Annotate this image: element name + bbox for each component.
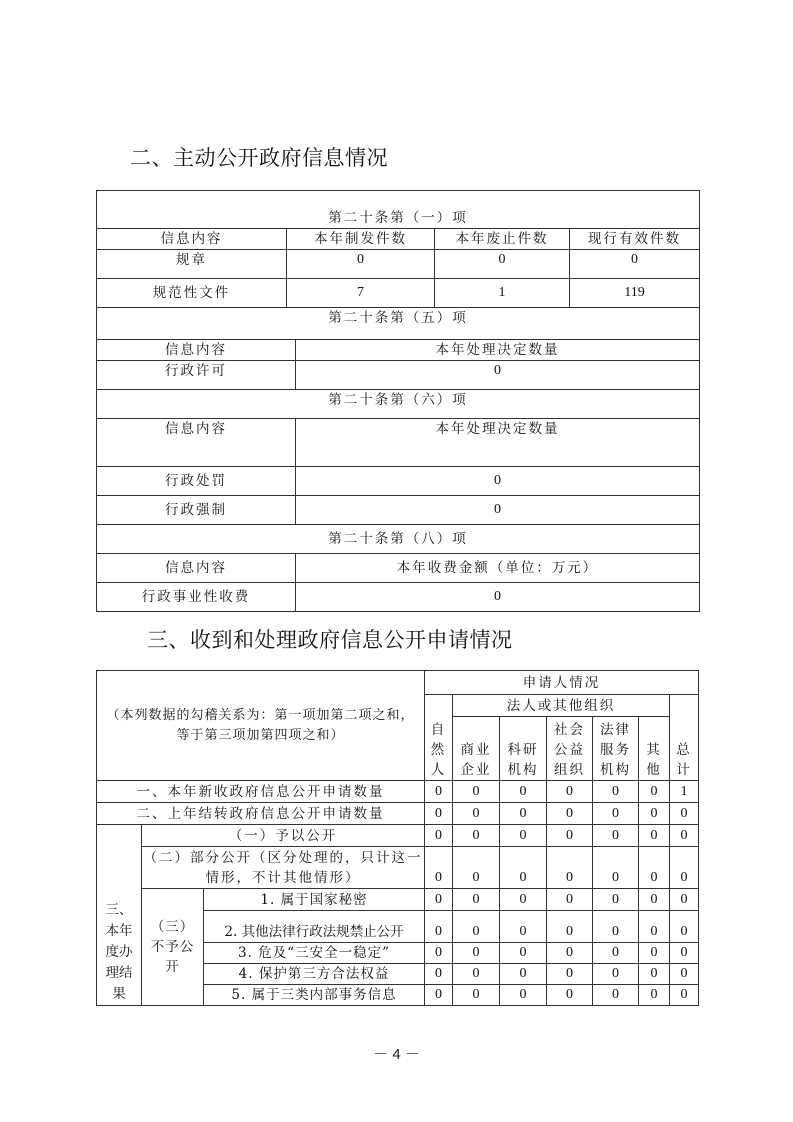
row-label: 3. 危及“三安全一稳定” — [204, 943, 425, 964]
row-label: 1. 属于国家秘密 — [204, 889, 425, 911]
cell-value: 0 — [500, 964, 547, 985]
row-label: 行政处罚 — [97, 467, 296, 496]
cell-value: 0 — [547, 825, 593, 847]
cell-value: 0 — [500, 889, 547, 911]
cell-value: 0 — [500, 803, 547, 825]
cell-value: 0 — [593, 825, 639, 847]
table-row — [97, 250, 700, 279]
section3-title: 三、收到和处理政府信息公开申请情况 — [147, 628, 513, 652]
col-header-info: 信息内容 — [97, 340, 296, 361]
row-label: （二）部分公开（区分处理的，只计这一 情形，不计其他情形） — [142, 847, 425, 889]
table-row — [97, 279, 700, 308]
table-row — [97, 825, 699, 847]
cell-value: 0 — [425, 911, 453, 943]
cell-value: 0 — [639, 943, 670, 964]
cell-repealed: 1 — [435, 279, 570, 308]
cell-issued: 0 — [287, 250, 435, 279]
block1-header: 第二十条第（一）项 — [97, 191, 700, 229]
cell-value: 0 — [593, 803, 639, 825]
cell-value: 0 — [453, 803, 500, 825]
col-header-fee: 本年收费金额（单位：万元） — [296, 554, 700, 583]
legal-entity-header: 法人或其他组织 — [453, 695, 670, 717]
note-line: 等于第三项加第四项之和） — [176, 727, 345, 743]
col-public-welfare: 社会 公益 组织 — [547, 717, 593, 781]
table-row — [97, 889, 699, 911]
col-research: 科研 机构 — [500, 717, 547, 781]
cell-value: 0 — [670, 803, 699, 825]
cell-value: 0 — [425, 889, 453, 911]
cell-issued: 7 — [287, 279, 435, 308]
cell-value: 0 — [296, 496, 700, 525]
cell-value: 0 — [547, 964, 593, 985]
block6-header: 第二十条第（六）项 — [97, 390, 700, 419]
table-row — [97, 803, 699, 825]
cell-value: 0 — [593, 943, 639, 964]
cell-value: 0 — [639, 985, 670, 1006]
row-label: 行政事业性收费 — [97, 583, 296, 612]
col-header-info: 信息内容 — [97, 554, 296, 583]
cell-value: 0 — [547, 911, 593, 943]
table-row — [97, 583, 700, 612]
cell-value: 0 — [453, 964, 500, 985]
cell-value: 0 — [670, 847, 699, 889]
cell-value: 0 — [547, 781, 593, 803]
row-label: （一）予以公开 — [142, 825, 425, 847]
cell-value: 0 — [639, 825, 670, 847]
row-label: 5. 属于三类内部事务信息 — [204, 985, 425, 1006]
cell-value: 0 — [639, 889, 670, 911]
consistency-note — [97, 671, 425, 781]
col-other: 其 他 — [639, 717, 670, 781]
row-label: 行政强制 — [97, 496, 296, 525]
cell-value: 0 — [547, 943, 593, 964]
cell-value: 0 — [453, 985, 500, 1006]
cell-value: 0 — [593, 964, 639, 985]
cell-value: 0 — [639, 911, 670, 943]
row-label: 规范性文件 — [97, 279, 287, 308]
cell-value: 0 — [425, 964, 453, 985]
col-header-decisions: 本年处理决定数量 — [296, 419, 700, 467]
note-line: （本列数据的勾稽关系为：第一项加第二项之和， — [106, 707, 415, 723]
cell-value: 0 — [425, 985, 453, 1006]
row-label: 一、本年新收政府信息公开申请数量 — [97, 781, 425, 803]
row-label: 4. 保护第三方合法权益 — [204, 964, 425, 985]
group3-label: 三、 本年 度办 理结 果 — [97, 825, 142, 1006]
cell-value: 0 — [453, 889, 500, 911]
cell-value: 0 — [500, 985, 547, 1006]
section2-title: 二、主动公开政府信息情况 — [130, 146, 388, 170]
cell-value: 0 — [500, 825, 547, 847]
cell-value: 0 — [453, 943, 500, 964]
cell-value: 0 — [296, 583, 700, 612]
cell-value: 0 — [670, 889, 699, 911]
cell-valid: 0 — [570, 250, 700, 279]
col-header-decisions: 本年处理决定数量 — [296, 340, 700, 361]
cell-value: 0 — [639, 781, 670, 803]
cell-value: 0 — [670, 825, 699, 847]
cell-value: 0 — [425, 803, 453, 825]
cell-value: 0 — [500, 781, 547, 803]
cell-value: 0 — [547, 889, 593, 911]
cell-value: 0 — [453, 847, 500, 889]
cell-value: 0 — [453, 781, 500, 803]
cell-value: 0 — [453, 825, 500, 847]
cell-value: 0 — [639, 847, 670, 889]
cell-valid: 119 — [570, 279, 700, 308]
cell-value: 0 — [593, 781, 639, 803]
cell-value: 0 — [296, 361, 700, 390]
group3c-label: （三） 不予公 开 — [142, 889, 204, 1006]
cell-value: 0 — [547, 847, 593, 889]
cell-value: 0 — [670, 985, 699, 1006]
cell-value: 0 — [453, 911, 500, 943]
applicant-header: 申请人情况 — [425, 671, 699, 695]
block5-header: 第二十条第（五）项 — [97, 308, 700, 340]
cell-value: 0 — [425, 781, 453, 803]
cell-repealed: 0 — [435, 250, 570, 279]
cell-value: 0 — [593, 911, 639, 943]
cell-value: 0 — [547, 803, 593, 825]
cell-value: 0 — [670, 911, 699, 943]
col-total: 总 计 — [670, 695, 699, 781]
col-business: 商业 企业 — [453, 717, 500, 781]
col-header-repealed: 本年废止件数 — [435, 229, 570, 250]
cell-value: 0 — [639, 803, 670, 825]
application-handling-table — [96, 670, 699, 1006]
page-number: － 4 － — [373, 1046, 420, 1063]
row-label: 2. 其他法律行政法规禁止公开 — [204, 911, 425, 943]
block8-header: 第二十条第（八）项 — [97, 525, 700, 554]
cell-value: 0 — [670, 964, 699, 985]
table-row — [97, 467, 700, 496]
row-label: 规章 — [97, 250, 287, 279]
cell-value: 0 — [500, 911, 547, 943]
cell-value: 0 — [547, 985, 593, 1006]
table-row — [97, 781, 699, 803]
cell-value: 0 — [500, 847, 547, 889]
cell-value: 0 — [670, 943, 699, 964]
cell-value: 0 — [639, 964, 670, 985]
row-label: 行政许可 — [97, 361, 296, 390]
cell-value: 0 — [425, 825, 453, 847]
cell-value: 0 — [425, 847, 453, 889]
row-label: 二、上年结转政府信息公开申请数量 — [97, 803, 425, 825]
col-legal-service: 法律 服务 机构 — [593, 717, 639, 781]
col-header-issued: 本年制发件数 — [287, 229, 435, 250]
table-row — [97, 847, 699, 889]
cell-value: 0 — [593, 985, 639, 1006]
cell-value: 1 — [670, 781, 699, 803]
col-header-info: 信息内容 — [97, 419, 296, 467]
table-row — [97, 361, 700, 390]
cell-value: 0 — [500, 943, 547, 964]
col-header-valid: 现行有效件数 — [570, 229, 700, 250]
cell-value: 0 — [593, 847, 639, 889]
col-natural-person: 自 然 人 — [425, 695, 453, 781]
proactive-disclosure-table — [96, 190, 700, 612]
table-row — [97, 496, 700, 525]
cell-value: 0 — [296, 467, 700, 496]
cell-value: 0 — [593, 889, 639, 911]
cell-value: 0 — [425, 943, 453, 964]
col-header-info: 信息内容 — [97, 229, 287, 250]
